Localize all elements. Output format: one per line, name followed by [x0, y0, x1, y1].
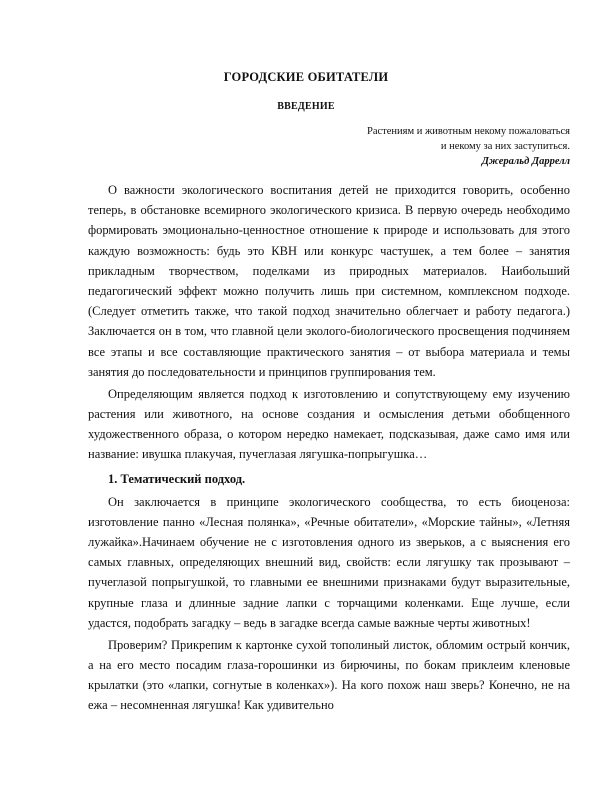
- epigraph: [300, 124, 570, 169]
- paragraph-approach: Определяющим является подход к изготовлению и сопутствующему ему изучению растения или животного, на основе создания и осмысления детьми обобщенного художественного образа, о котором нередко намекает, подсказывая, даже само имя или название: ивушка плакучая, пучеглазая лягушка-попрыгушка…: [88, 386, 570, 462]
- paragraph-thematic: Он заключается в принципе экологического сообщества, то есть биоценоза: изготовление панно «Лесная полянка», «Речные обитатели», «Морские тайны», «Летняя лужайка».Начинаем обучение не с изготовления одного из зверьков, а с выяснения его самых главных, определяющих внешний вид, свойств: если лягушку так прозывают – пучеглазой попрыгушкой, то главными ее внешними признаками будут выразительные, крупные глаза и длинные задние лапки с торчащими коленками. Еще лучше, если удастся, подобрать загадку – ведь в загадке всегда самые важные черты животных!: [88, 494, 570, 630]
- section-subtitle: ВВЕДЕНИЕ: [277, 101, 335, 112]
- epigraph-line-2: и некому за них заступиться.: [440, 141, 570, 152]
- epigraph-author: Джеральд Даррелл: [481, 156, 570, 167]
- paragraph-intro: О важности экологического воспитания детей не приходится говорить, особенно теперь, в обстановке всемирного экологического кризиса. В первую очередь необходимо формировать эмоционально-ценностное отношение к природе и использовать для этого каждую возможность: будь это КВН или конкурс частушек, а тем более – занятия прикладным творчеством, поделками из природных материалов. Наибольший педагогический эффект можно получить лишь при системном, комплексном подходе. (Следует отметить также, что такой подход значительно облегчает и работу педагога.) Заключается он в том, что главной цели эколого-биологического просвещения подчиняем все этапы и все составляющие практического занятия – от выбора материала и темы занятия до последовательности и принципов группирования тем.: [88, 183, 570, 379]
- document-body: [88, 180, 570, 717]
- document-title: ГОРОДСКИЕ ОБИТАТЕЛИ: [223, 70, 389, 84]
- section-heading: 1. Тематический подход.: [108, 471, 246, 486]
- paragraph-check: Проверим? Прикрепим к картонке сухой тополиный листок, обломим острый кончик, а на его место посадим глаза-горошинки из бирючины, по бокам приклеим кленовые крылатки (это «лапки, согнутые в коленках»). На кого похож наш зверь? Конечно, не на ежа – несомненная лягушка! Как удивительно: [88, 637, 570, 713]
- epigraph-line-1: Растениям и животным некому пожаловаться: [367, 126, 570, 137]
